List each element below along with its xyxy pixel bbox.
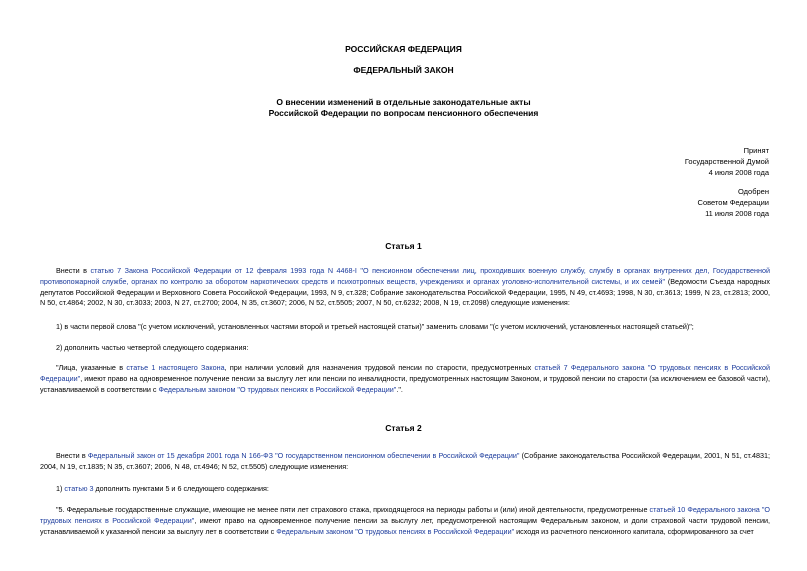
- article2-quote-pre: "5. Федеральные государственные служащие, имеющие не менее пяти лет страхового стажа, приходящегося на периоды работы и (или) иной деятельности, предусмотренные: [56, 505, 650, 514]
- doc-type-heading: ФЕДЕРАЛЬНЫЙ ЗАКОН: [353, 65, 454, 75]
- article2-item1-link[interactable]: статью 3: [64, 484, 94, 493]
- article1-intro-pre: Внести в: [56, 266, 91, 275]
- article2-heading: Статья 2: [385, 423, 422, 433]
- article1-quote: [40, 363, 770, 395]
- article2-quote-link1[interactable]: статьей 10 Федерального закона "О трудовых пенсиях в Российской Федерации": [40, 505, 771, 525]
- article1-item2: 2) дополнить частью четвертой следующего содержания:: [56, 343, 249, 352]
- article2-quote-end: исходя из расчетного пенсионного капитала, сформированного за счет: [514, 526, 754, 536]
- article2-item1-pre: 1): [56, 484, 65, 493]
- article1-heading: Статья 1: [385, 241, 422, 251]
- article1-item1: 1) в части первой слова "(с учетом исключений, установленных частями второй и третьей настоящей статьи)" заменить словами "(с учетом исключений, установленных настоящей статьей)";: [56, 322, 694, 331]
- article1-quote-mid1: , при наличии условий для назначения трудовой пенсии по старости, предусмотренных: [224, 363, 535, 372]
- adoption-approved: Одобрен: [738, 187, 769, 196]
- article2-quote: [40, 505, 770, 537]
- adoption-duma-date: 4 июля 2008 года: [708, 168, 769, 177]
- article1-quote-link2[interactable]: статьей 7 Федерального закона "О трудовых пенсиях в Российской Федерации": [40, 363, 770, 383]
- article1-intro-post: (Ведомости Съезда народных депутатов Российской Федерации и Верховного Совета Российской Федерации, 1993, N 9, ст.328; Собрание законодательства Российской Федерации, 1995, N 49, ст.4693; 1998, N 30, ст.3613; 1999, N 23, ст.2813; 2000, N 50, ст.4864; 2002, N 30, ст.3033; 2003, N 27, ст.2700; 2004, N 35, ст.3607; 2006, N 52, ст.5505; 2007, N 50, ст.6232; 2008, N 19, ст.2098) следующие изменения:: [40, 276, 770, 308]
- article2-intro-link[interactable]: Федеральный закон от 15 декабря 2001 года N 166-ФЗ "О государственном пенсионном обеспечении в Российской Федерации": [87, 451, 520, 460]
- country-heading: РОССИЙСКАЯ ФЕДЕРАЦИЯ: [345, 44, 462, 54]
- article2-intro: [40, 451, 770, 473]
- article2-intro-pre: Внести в: [56, 451, 88, 460]
- article1-quote-link3[interactable]: Федеральным законом "О трудовых пенсиях в Российской Федерации": [158, 384, 397, 394]
- article2-quote-link2[interactable]: Федеральным законом "О трудовых пенсиях в Российской Федерации": [276, 526, 515, 536]
- doc-title-line2: Российской Федерации по вопросам пенсионного обеспечения: [268, 108, 539, 118]
- doc-title-line1: О внесении изменений в отдельные законодательные акты: [276, 97, 531, 107]
- article1-intro: [40, 266, 770, 309]
- article1-quote-pre: "Лица, указанные в: [56, 363, 127, 372]
- adoption-council: Советом Федерации: [697, 198, 769, 207]
- adoption-accepted: Принят: [743, 146, 769, 155]
- article1-quote-end: .".: [396, 384, 403, 394]
- article1-intro-link[interactable]: статью 7 Закона Российской Федерации от 12 февраля 1993 года N 4468-I "О пенсионном обеспечении лиц, проходивших военную службу, службу в органах внутренних дел, Государственной противопожарной службе, органах по контролю за оборотом наркотических средств и психотропных веществ, учреждениях и органах уголовно-исполнительной системы, и их семей": [40, 266, 770, 286]
- article2-intro-post: (Собрание законодательства Российской Федерации, 2001, N 51, ст.4831; 2004, N 19, ст.1835; N 35, ст.3607; 2006, N 48, ст.4946; N 52, ст.5505) следующие изменения:: [40, 451, 770, 471]
- adoption-duma: Государственной Думой: [684, 157, 769, 166]
- article2-item1: [56, 484, 770, 495]
- article2-quote-mid1: , имеют право на одновременное получение пенсии за выслугу лет, предусмотренной настоящим Федеральным законом, и доли страховой части трудовой пенсии, устанавливаемой к указанной пенсии за выслугу лет в соответствии с: [40, 515, 770, 536]
- article2-item1-post: дополнить пунктами 5 и 6 следующего содержания:: [93, 484, 269, 493]
- adoption-council-date: 11 июля 2008 года: [705, 209, 769, 218]
- article1-quote-mid2: , имеют право на одновременное получение пенсии за выслугу лет или пенсии по инвалидности, предусмотренных настоящим Законом, и трудовой пенсии по старости (за исключением ее базовой части), устанавливаемой в соответствии с: [40, 373, 770, 394]
- article1-quote-link1[interactable]: статье 1 настоящего Закона: [126, 363, 225, 372]
